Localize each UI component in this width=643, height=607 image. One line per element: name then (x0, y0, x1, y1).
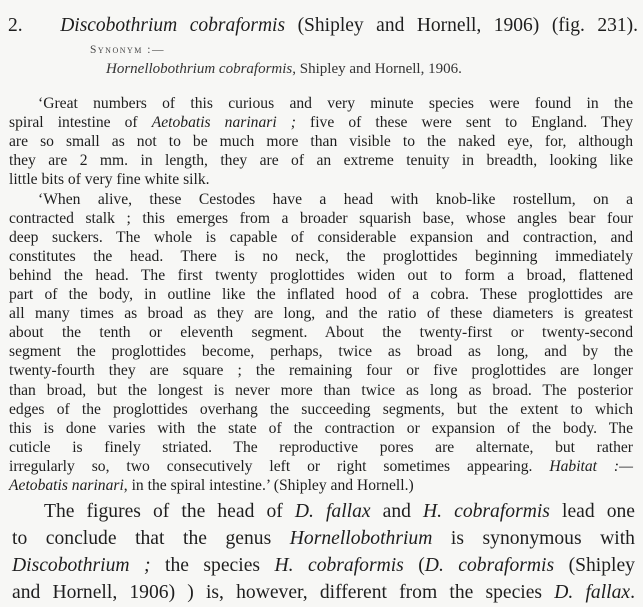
text-line (9, 476, 633, 495)
italic-text: Habitat :— (549, 458, 633, 475)
text-span: the species (150, 555, 275, 576)
text-line (9, 285, 633, 304)
text-line (9, 228, 633, 247)
text-span: contracted stalk ; this emerges from a broader squarish base, whose angles bear four (9, 210, 633, 227)
italic-text: D. fallax (294, 501, 371, 522)
text-span: this is done varies with the state of the contraction or expansion of the body. The (9, 420, 633, 437)
text-span: are so small as not to be much more than visible to the naked eye, for, although (9, 133, 633, 150)
text-span: cuticle is finely striated. The reproductive pores are alternate, but rather (9, 439, 633, 456)
italic-text: Aetobatis narinari (9, 477, 124, 494)
text-line (12, 553, 635, 579)
text-span: and Hornell, 1906) ) is, however, different from the species (12, 582, 555, 603)
text-line (38, 190, 633, 209)
italic-text: Aetobatis narinari ; (151, 114, 296, 131)
text-span: part of the body, in outline like the inflated hood of a cobra. These proglottides are (9, 286, 633, 303)
text-span: ‘Great numbers of this curious and very minute species were found in the (38, 95, 633, 112)
synonym-entry (106, 61, 462, 78)
italic-text: Hornellobothrium (289, 528, 433, 549)
text-span: segment the proglottides become, perhaps, twice as broad as long, and by the (9, 343, 633, 360)
text-span: The figures of the head of (44, 501, 295, 522)
species-name: Discobothrium cobraformis (60, 15, 286, 36)
synonym-authority: , Shipley and Hornell, 1906. (292, 61, 462, 77)
text-span: irregularly so, two consecutively left or right sometimes appearing. (9, 458, 550, 475)
text-line (9, 151, 633, 170)
text-span: five of these were sent to England. They (295, 114, 633, 131)
text-span: than broad, but the longest is never more than twice as long as broad. The posterior (9, 382, 633, 399)
synonym-name: Hornellobothrium cobraformis (106, 61, 293, 77)
text-span: constitutes the head. There is no neck, the proglottides beginning immediately (9, 248, 633, 265)
text-span: and (370, 501, 424, 522)
species-heading (8, 13, 638, 39)
text-span: about the tenth or eleventh segment. About the twenty-first or twenty-second (9, 324, 633, 341)
italic-text: Discobothrium ; (12, 555, 151, 576)
text-line (9, 209, 633, 228)
text-line (9, 419, 633, 438)
text-line (9, 304, 633, 323)
italic-text: D. cobraformis (424, 555, 555, 576)
text-span: little bits of very fine white silk. (9, 171, 210, 188)
italic-text: H. cobraformis (274, 555, 404, 576)
species-authority: (Shipley and Hornell, 1906) (fig. 231). (285, 15, 638, 36)
text-span: behind the head. The first twenty proglottides widen out to form a broad, flattened (9, 267, 633, 284)
text-line (9, 113, 633, 132)
text-line (9, 400, 633, 419)
text-span: edges of the proglottides overhang the succeeding segments, but the extent to which (9, 401, 633, 418)
text-span: ( (403, 555, 425, 576)
text-span: spiral intestine of (9, 114, 152, 131)
text-span: they are 2 mm. in length, they are of an extreme tenuity in breadth, looking like (9, 152, 633, 169)
text-span: (Shipley (554, 555, 635, 576)
text-line (9, 361, 633, 380)
text-span: deep suckers. The whole is capable of considerable expansion and contraction, and (9, 229, 633, 246)
text-span: to conclude that the genus (12, 528, 290, 549)
text-line (9, 247, 633, 266)
italic-text: H. cobraformis (423, 501, 550, 522)
section-number: 2. (8, 15, 23, 36)
text-span: twenty-fourth they are square ; the remaining four or five proglottides are longer (9, 362, 633, 379)
text-line (9, 170, 633, 189)
text-line (9, 266, 633, 285)
text-span: lead one (549, 501, 635, 522)
text-line (9, 342, 633, 361)
text-span: , in the spiral intestine.’ (Shipley and Hornell.) (123, 477, 414, 494)
text-line (9, 132, 633, 151)
text-span: ‘When alive, these Cestodes have a head with knob-like rostellum, on a (38, 191, 633, 208)
text-span: . (630, 582, 635, 603)
text-line (9, 438, 633, 457)
text-line (12, 526, 635, 552)
text-line (9, 323, 633, 342)
text-span: is synonymous with (432, 528, 635, 549)
text-line (44, 499, 635, 525)
text-line (9, 381, 633, 400)
text-span: all many times as broad as they are long, and the ratio of these diameters is greatest (9, 305, 633, 322)
italic-text: D. fallax (554, 582, 631, 603)
text-line (9, 457, 633, 476)
text-line (12, 580, 635, 606)
text-line (38, 94, 633, 113)
synonym-label: Synonym :— (90, 44, 165, 56)
